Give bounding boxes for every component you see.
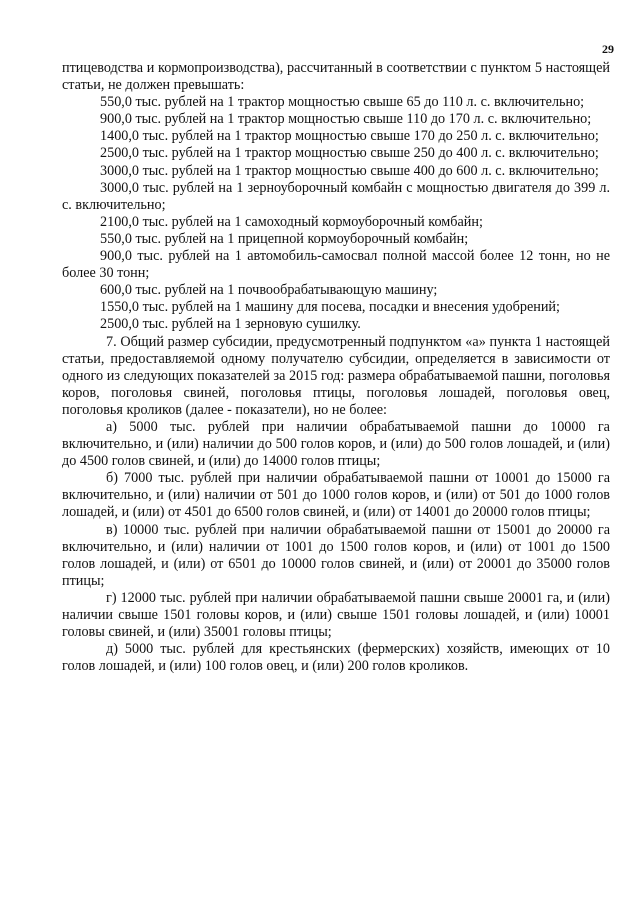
paragraph-point-7: 7. Общий размер субсидии, предусмотренный подпунктом «а» пункта 1 настоящей статьи, предоставляемой одному получателю субсидии, определяется в зависимости от одного из следующих показателей за 2015 год: размера обрабатываемой пашни, поголовья коров, поголовья свиней, поголовья птицы, поголовья лошадей, поголовья овец, поголовья кроликов (далее - показатели), но не более: [62, 333, 610, 418]
paragraph-tractor-250-400: 2500,0 тыс. рублей на 1 трактор мощностью свыше 250 до 400 л. с. включительно; [100, 145, 599, 162]
paragraph-tractor-65-110: 550,0 тыс. рублей на 1 трактор мощностью свыше 65 до 110 л. с. включительно; [100, 94, 585, 111]
paragraph-grain-dryer: 2500,0 тыс. рублей на 1 зерновую сушилку. [100, 316, 361, 333]
paragraph-subpoint-d: д) 5000 тыс. рублей для крестьянских (фермерских) хозяйств, имеющих от 10 голов лошадей, и (или) 100 голов овец, и (или) 200 голов кроликов. [62, 641, 610, 675]
paragraph-tractor-110-170: 900,0 тыс. рублей на 1 трактор мощностью свыше 110 до 170 л. с. включительно; [100, 111, 592, 128]
paragraph-subpoint-a: а) 5000 тыс. рублей при наличии обрабатываемой пашни до 10000 га включительно, и (или) наличии до 500 голов коров, и (или) до 500 голов лошадей, и (или) до 4500 голов свиней, и (или) до 14000 голов птицы; [62, 418, 610, 470]
document-body [62, 60, 610, 675]
paragraph-subpoint-b: б) 7000 тыс. рублей при наличии обрабатываемой пашни от 10001 до 15000 га включительно, и (или) наличии от 501 до 1000 голов коров, и (или) от 501 до 1000 голов лошадей, и (или) от 4501 до 6500 голов свиней, и (или) от 14001 до 20000 голов птицы; [62, 470, 610, 521]
paragraph-intro: птицеводства и кормопроизводства), рассчитанный в соответствии с пунктом 5 настоящей статьи, не должен превышать: [62, 60, 610, 94]
paragraph-tractor-170-250: 1400,0 тыс. рублей на 1 трактор мощностью свыше 170 до 250 л. с. включительно; [100, 128, 599, 145]
paragraph-self-propelled-forage-harvester: 2100,0 тыс. рублей на 1 самоходный кормоуборочный комбайн; [100, 213, 483, 230]
paragraph-subpoint-v: в) 10000 тыс. рублей при наличии обрабатываемой пашни от 15001 до 20000 га включительно, и (или) наличии от 1001 до 1500 голов коров, и (или) от 1001 до 1500 голов лошадей, и (или) от 6501 до 10000 голов свиней, и (или) от 20001 до 35000 голов птицы; [62, 521, 610, 589]
paragraph-subpoint-g: г) 12000 тыс. рублей при наличии обрабатываемой пашни свыше 20001 га, и (или) наличии свыше 1501 головы коров, и (или) свыше 1501 головы лошадей, и (или) 10001 головы свиней, и (или) 35001 головы птицы; [62, 589, 610, 641]
paragraph-combine-harvester: 3000,0 тыс. рублей на 1 зерноуборочный комбайн с мощностью двигателя до 399 л. с. включительно; [62, 179, 610, 213]
paragraph-trailed-forage-harvester: 550,0 тыс. рублей на 1 прицепной кормоуборочный комбайн; [100, 230, 469, 247]
paragraph-sowing-machine: 1550,0 тыс. рублей на 1 машину для посева, посадки и внесения удобрений; [100, 299, 560, 316]
paragraph-tillage-machine: 600,0 тыс. рублей на 1 почвообрабатывающую машину; [100, 282, 438, 299]
paragraph-tractor-400-600: 3000,0 тыс. рублей на 1 трактор мощностью свыше 400 до 600 л. с. включительно; [100, 162, 599, 179]
paragraph-dump-truck: 900,0 тыс. рублей на 1 автомобиль-самосвал полной массой более 12 тонн, но не более 30 тонн; [62, 248, 610, 282]
page-number: 29 [602, 42, 614, 56]
